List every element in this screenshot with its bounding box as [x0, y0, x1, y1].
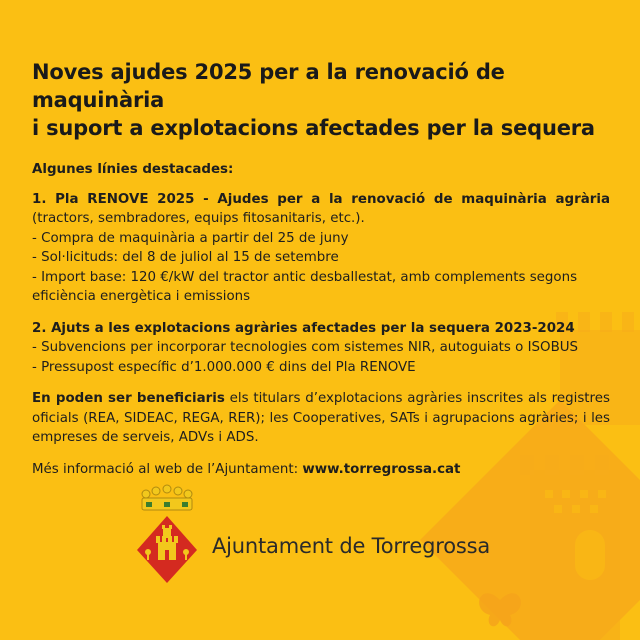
list-item: - Compra de maquinària a partir del 25 de juny: [32, 230, 349, 246]
beneficiaries-paragraph: [32, 389, 610, 448]
section-drought: [32, 319, 610, 378]
torregrossa-coat-of-arms-icon: [136, 484, 198, 584]
more-info: [32, 460, 610, 480]
footer-branding: [136, 484, 490, 584]
beneficiaries-lead: En poden ser beneficiaris: [32, 391, 225, 406]
main-text-block: [32, 58, 610, 479]
organization-name: Ajuntament de Torregrossa: [212, 534, 491, 558]
beneficiaries-text: els titulars d’explotacions agràries inscrites als registres oficials (REA, SIDEAC, REGA, RER); les Cooperatives, SATs i agrupacions agràries; i les empreses de serveis, ADVs i ADS.: [32, 391, 610, 445]
list-item: - Sol·licituds: del 8 de juliol al 15 de setembre: [32, 250, 339, 265]
crown-icon: [142, 485, 192, 510]
list-item: - Subvencions per incorporar tecnologies com sistemes NIR, autoguiats o ISOBUS: [32, 340, 579, 355]
more-info-text: Més informació al web de l’Ajuntament:: [32, 461, 303, 477]
section-renove: [32, 190, 610, 307]
list-item: - Pressupost específic d’1.000.000 € dins del Pla RENOVE: [32, 359, 416, 375]
section-drought-heading: 2. Ajuts a les explotacions agràries afectades per la sequera 2023-2024: [32, 320, 575, 336]
website-link[interactable]: www.torregrossa.cat: [302, 461, 461, 477]
page-title: Noves ajudes 2025 per a la renovació de maquinària i suport a explotacions afectades per la sequera: [32, 60, 595, 140]
section-renove-heading-cont: (tractors, sembradores, equips fitosanitaris, etc.).: [32, 211, 365, 226]
list-item: - Import base: 120 €/kW del tractor antic desballestat, amb complements segons eficiència energètica i emissions: [32, 269, 578, 304]
section-renove-heading: 1. Pla RENOVE 2025 - Ajudes per a la renovació de maquinària agrària: [32, 191, 610, 207]
intro-heading: Algunes línies destacades:: [32, 162, 234, 177]
